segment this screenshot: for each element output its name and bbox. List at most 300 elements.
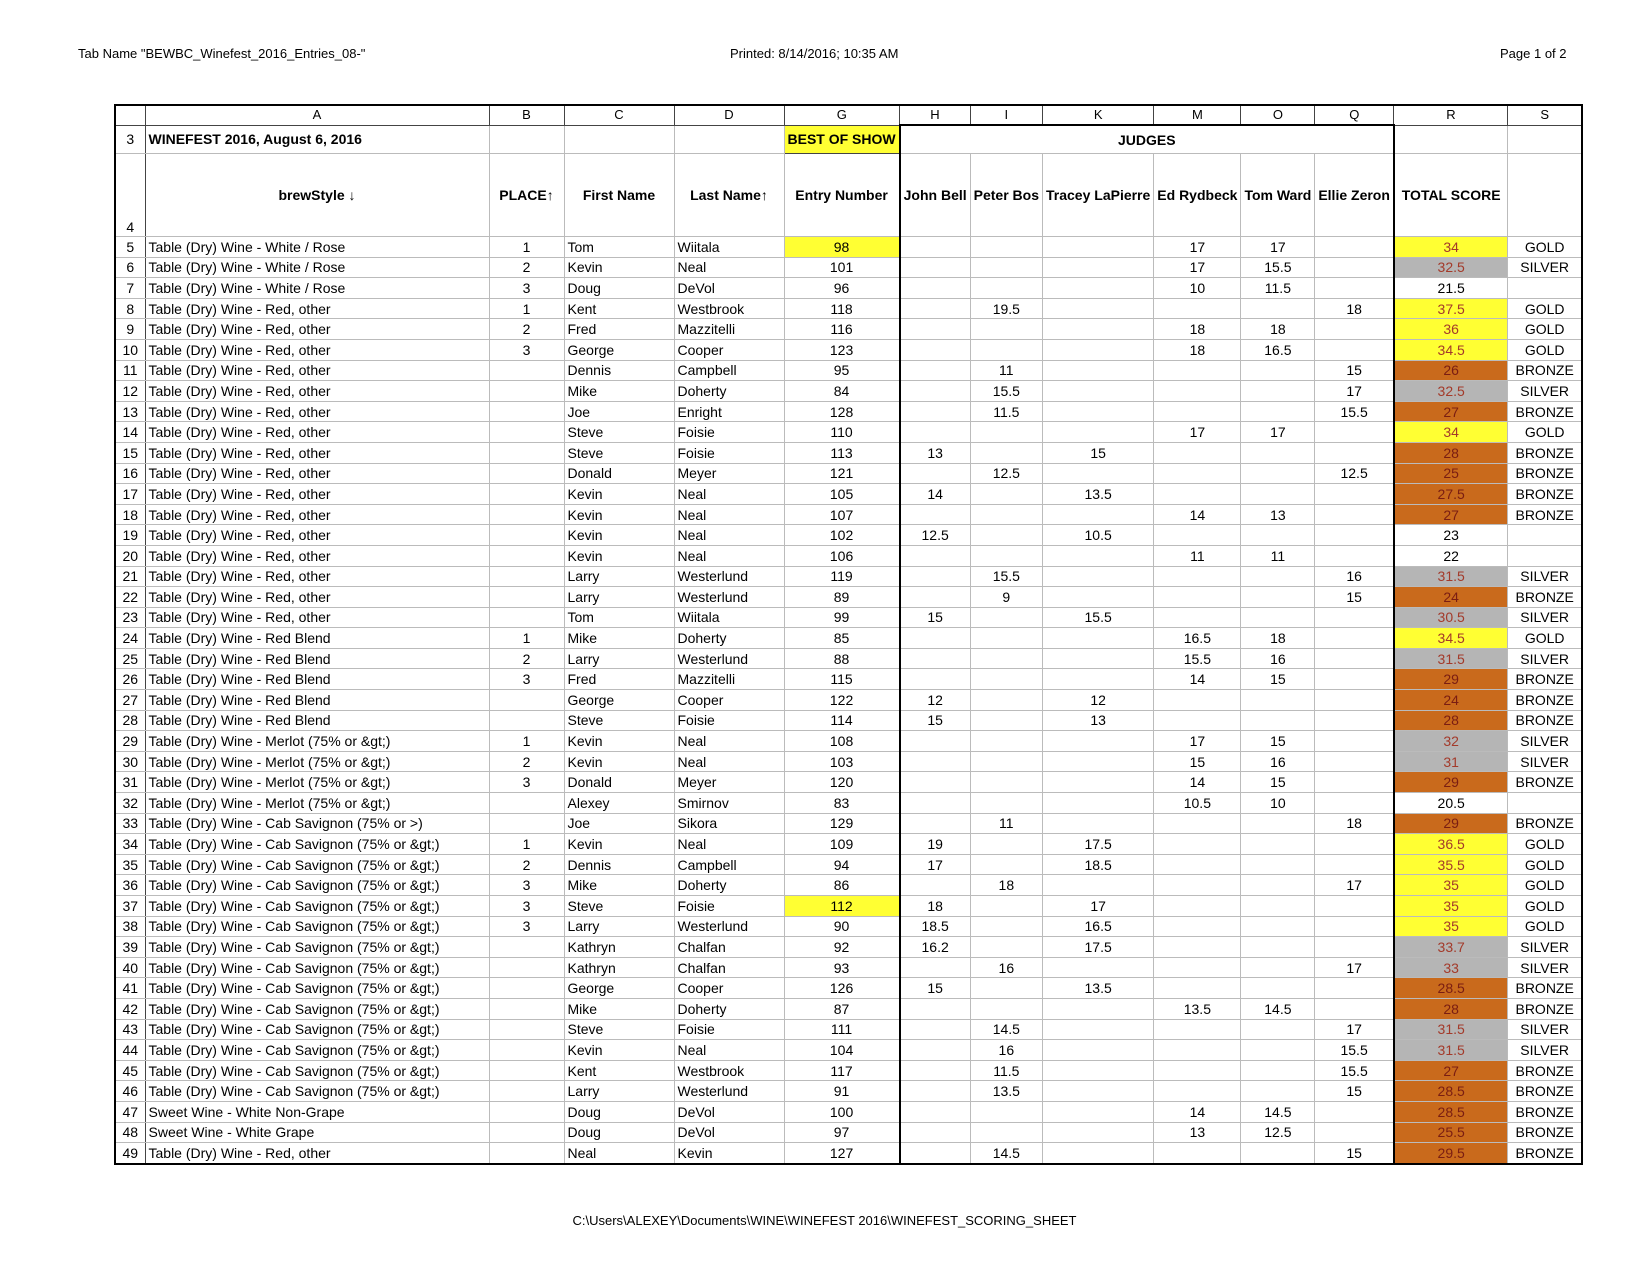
brew-style-cell: Table (Dry) Wine - Cab Savignon (75% or >) <box>145 813 489 834</box>
judge-score-cell <box>1315 793 1394 814</box>
judge-score-cell <box>900 628 971 649</box>
entry-number-cell: 122 <box>784 690 900 711</box>
last-name-cell: Cooper <box>674 978 784 999</box>
entry-number-cell: 128 <box>784 401 900 422</box>
judge-score-cell <box>970 690 1042 711</box>
first-name-cell: Tom <box>564 237 674 258</box>
judge-score-cell <box>1241 607 1315 628</box>
judge-score-cell <box>1241 834 1315 855</box>
brew-style-cell: Table (Dry) Wine - Cab Savignon (75% or &gt;) <box>145 896 489 917</box>
table-row <box>115 504 1582 525</box>
judge-score-cell <box>1043 545 1154 566</box>
brew-style-cell: Table (Dry) Wine - White / Rose <box>145 257 489 278</box>
judge-score-cell: 15 <box>1315 1081 1394 1102</box>
row-number: 44 <box>115 1040 145 1061</box>
file-path-footer: C:\Users\ALEXEY\Documents\WINE\WINEFEST 2016\WINEFEST_SCORING_SHEET <box>572 1213 1077 1228</box>
judge-score-cell <box>1315 1122 1394 1143</box>
brew-style-cell: Table (Dry) Wine - Red, other <box>145 484 489 505</box>
judge-score-cell <box>900 463 971 484</box>
medal-cell: GOLD <box>1508 237 1582 258</box>
table-row <box>115 339 1582 360</box>
judge-score-cell: 17 <box>1315 875 1394 896</box>
judge-score-cell <box>1043 278 1154 299</box>
judge-score-cell <box>1241 1040 1315 1061</box>
judge-score-cell: 16.5 <box>1241 339 1315 360</box>
judge-score-cell <box>1154 690 1241 711</box>
entry-number-cell: 108 <box>784 731 900 752</box>
judge-score-cell: 14.5 <box>1241 1101 1315 1122</box>
col-letter-i: I <box>970 105 1042 125</box>
col-letter-q: Q <box>1315 105 1394 125</box>
judge-score-cell: 14 <box>1154 1101 1241 1122</box>
first-name-cell: Mike <box>564 875 674 896</box>
place-cell: 3 <box>489 669 564 690</box>
medal-cell: BRONZE <box>1508 1060 1582 1081</box>
judge-score-cell <box>1315 504 1394 525</box>
judge-score-cell: 18 <box>1241 628 1315 649</box>
place-cell <box>489 690 564 711</box>
judge-score-cell: 19 <box>900 834 971 855</box>
medal-cell: GOLD <box>1508 834 1582 855</box>
col-letter-b: B <box>489 105 564 125</box>
judge-score-cell: 12.5 <box>1315 463 1394 484</box>
judge-score-cell <box>1154 381 1241 402</box>
judge-score-cell <box>1241 442 1315 463</box>
judge-score-cell: 17 <box>1315 381 1394 402</box>
row-number: 12 <box>115 381 145 402</box>
last-name-cell: Neal <box>674 731 784 752</box>
table-row <box>115 422 1582 443</box>
row-number: 35 <box>115 854 145 875</box>
place-cell <box>489 463 564 484</box>
place-cell <box>489 566 564 587</box>
entry-number-cell: 84 <box>784 381 900 402</box>
table-row <box>115 442 1582 463</box>
medal-cell: GOLD <box>1508 854 1582 875</box>
judge-score-cell <box>970 648 1042 669</box>
judge-score-cell: 10.5 <box>1043 525 1154 546</box>
judge-score-cell <box>1315 710 1394 731</box>
judge-score-cell <box>900 772 971 793</box>
judge-score-cell: 14 <box>1154 504 1241 525</box>
judge-score-cell: 15 <box>1154 751 1241 772</box>
judge-score-cell <box>970 710 1042 731</box>
place-cell: 3 <box>489 916 564 937</box>
medal-cell: BRONZE <box>1508 772 1582 793</box>
judge-score-cell <box>970 937 1042 958</box>
place-cell <box>489 587 564 608</box>
medal-cell: SILVER <box>1508 937 1582 958</box>
medal-cell: SILVER <box>1508 751 1582 772</box>
brew-style-cell: Table (Dry) Wine - Red, other <box>145 339 489 360</box>
table-row <box>115 875 1582 896</box>
place-cell: 1 <box>489 834 564 855</box>
total-score-cell: 31 <box>1394 751 1508 772</box>
row-number: 37 <box>115 896 145 917</box>
table-row <box>115 916 1582 937</box>
last-name-cell: DeVol <box>674 278 784 299</box>
judge-score-cell: 18 <box>1154 339 1241 360</box>
judge-score-cell: 17 <box>1154 422 1241 443</box>
table-row <box>115 587 1582 608</box>
scoring-sheet-table <box>114 104 1583 1165</box>
first-name-cell: Alexey <box>564 793 674 814</box>
brew-style-cell: Table (Dry) Wine - Red, other <box>145 401 489 422</box>
brew-style-cell: Table (Dry) Wine - Cab Savignon (75% or &gt;) <box>145 937 489 958</box>
entry-number-cell: 101 <box>784 257 900 278</box>
entry-number-cell: 91 <box>784 1081 900 1102</box>
medal-cell: GOLD <box>1508 298 1582 319</box>
medal-cell: GOLD <box>1508 916 1582 937</box>
place-cell: 3 <box>489 875 564 896</box>
judge-score-cell <box>1315 319 1394 340</box>
total-score-cell: 30.5 <box>1394 607 1508 628</box>
brew-style-cell: Table (Dry) Wine - Cab Savignon (75% or &gt;) <box>145 957 489 978</box>
entry-number-cell: 113 <box>784 442 900 463</box>
table-row <box>115 1101 1582 1122</box>
judge-score-cell <box>1315 772 1394 793</box>
place-cell <box>489 484 564 505</box>
judge-score-cell <box>1315 442 1394 463</box>
medal-cell: BRONZE <box>1508 360 1582 381</box>
judge-score-cell <box>1154 854 1241 875</box>
place-cell: 2 <box>489 257 564 278</box>
judge-score-cell <box>900 360 971 381</box>
last-name-cell: Neal <box>674 484 784 505</box>
col-letter-s: S <box>1508 105 1582 125</box>
judge-score-cell <box>1043 669 1154 690</box>
judge-score-cell: 12.5 <box>1241 1122 1315 1143</box>
judge-score-cell: 15.5 <box>1315 401 1394 422</box>
judge-score-cell <box>1241 957 1315 978</box>
printed-timestamp: Printed: 8/14/2016; 10:35 AM <box>730 46 899 61</box>
table-row <box>115 545 1582 566</box>
judge-score-cell: 17 <box>1241 237 1315 258</box>
entry-number-header: Entry Number <box>784 154 900 237</box>
total-score-cell: 34.5 <box>1394 339 1508 360</box>
judge-score-cell <box>1241 463 1315 484</box>
table-row <box>115 1122 1582 1143</box>
brew-style-cell: Table (Dry) Wine - Red, other <box>145 545 489 566</box>
first-name-cell: Dennis <box>564 360 674 381</box>
col-letter-m: M <box>1154 105 1241 125</box>
first-name-cell: George <box>564 978 674 999</box>
judge-score-cell: 16 <box>1241 751 1315 772</box>
judge-score-cell <box>970 978 1042 999</box>
judge-score-cell <box>1315 422 1394 443</box>
total-score-cell: 34 <box>1394 422 1508 443</box>
judge-score-cell <box>1241 1081 1315 1102</box>
first-name-cell: Kevin <box>564 504 674 525</box>
table-row <box>115 484 1582 505</box>
judge-score-cell <box>1241 1143 1315 1164</box>
table-row <box>115 298 1582 319</box>
table-row <box>115 319 1582 340</box>
judge-score-cell: 18 <box>970 875 1042 896</box>
row-number: 20 <box>115 545 145 566</box>
last-name-cell: Doherty <box>674 998 784 1019</box>
entry-number-cell: 83 <box>784 793 900 814</box>
judge-score-cell <box>970 442 1042 463</box>
judge-score-cell <box>1315 896 1394 917</box>
judge-score-cell <box>1315 854 1394 875</box>
last-name-cell: Doherty <box>674 381 784 402</box>
column-letter-row <box>115 105 1582 125</box>
total-score-cell: 20.5 <box>1394 793 1508 814</box>
total-score-cell: 24 <box>1394 587 1508 608</box>
judge-score-cell <box>1241 978 1315 999</box>
col-letter-k: K <box>1043 105 1154 125</box>
brew-style-cell: Table (Dry) Wine - Red, other <box>145 442 489 463</box>
judge-score-cell <box>900 545 971 566</box>
table-row <box>115 854 1582 875</box>
judge-score-cell <box>1241 360 1315 381</box>
brew-style-cell: Table (Dry) Wine - Cab Savignon (75% or &gt;) <box>145 1060 489 1081</box>
last-name-cell: Neal <box>674 257 784 278</box>
brew-style-cell: Table (Dry) Wine - Merlot (75% or &gt;) <box>145 731 489 752</box>
total-score-cell: 28 <box>1394 998 1508 1019</box>
last-name-cell: Campbell <box>674 854 784 875</box>
brew-style-cell: Table (Dry) Wine - Cab Savignon (75% or &gt;) <box>145 854 489 875</box>
place-cell <box>489 381 564 402</box>
medal-cell: SILVER <box>1508 381 1582 402</box>
judge-score-cell: 14 <box>1154 772 1241 793</box>
judge-score-cell <box>1241 525 1315 546</box>
col-letter-h: H <box>900 105 971 125</box>
total-score-cell: 28.5 <box>1394 1081 1508 1102</box>
entry-number-cell: 90 <box>784 916 900 937</box>
judge-score-cell <box>900 1122 971 1143</box>
first-name-cell: Mike <box>564 381 674 402</box>
total-score-header: TOTAL SCORE <box>1394 154 1508 237</box>
brew-style-cell: Table (Dry) Wine - Cab Savignon (75% or &gt;) <box>145 1040 489 1061</box>
total-score-cell: 28.5 <box>1394 1101 1508 1122</box>
judge-score-cell <box>1154 484 1241 505</box>
judge-score-cell <box>1043 1060 1154 1081</box>
judge-score-cell <box>900 998 971 1019</box>
judge-score-cell <box>970 257 1042 278</box>
entry-number-cell: 119 <box>784 566 900 587</box>
table-row <box>115 401 1582 422</box>
last-name-cell: Chalfan <box>674 937 784 958</box>
table-row <box>115 648 1582 669</box>
judge-score-cell <box>1241 710 1315 731</box>
table-row <box>115 1040 1582 1061</box>
judge-score-cell <box>1043 813 1154 834</box>
judge-score-cell <box>900 566 971 587</box>
judge-score-cell <box>1315 937 1394 958</box>
judge-score-cell: 15 <box>1043 442 1154 463</box>
table-row <box>115 525 1582 546</box>
entry-number-cell: 129 <box>784 813 900 834</box>
medal-cell: BRONZE <box>1508 587 1582 608</box>
judge-score-cell: 15.5 <box>970 381 1042 402</box>
best-of-show-label: BEST OF SHOW <box>784 125 900 154</box>
judge-score-cell <box>900 339 971 360</box>
judge-score-cell: 18 <box>1241 319 1315 340</box>
judge-score-cell: 18 <box>900 896 971 917</box>
row-number: 16 <box>115 463 145 484</box>
last-name-cell: Foisie <box>674 1019 784 1040</box>
table-row <box>115 278 1582 299</box>
table-row <box>115 834 1582 855</box>
judge-score-cell <box>970 422 1042 443</box>
table-row <box>115 813 1582 834</box>
judge-score-cell: 10.5 <box>1154 793 1241 814</box>
judge-score-cell <box>1154 1143 1241 1164</box>
judge-score-cell <box>1154 1060 1241 1081</box>
brew-style-cell: Table (Dry) Wine - Cab Savignon (75% or &gt;) <box>145 875 489 896</box>
total-score-cell: 25 <box>1394 463 1508 484</box>
judge-score-cell <box>1241 587 1315 608</box>
medal-cell: GOLD <box>1508 875 1582 896</box>
table-row <box>115 257 1582 278</box>
entry-number-cell: 116 <box>784 319 900 340</box>
judge-score-cell: 13 <box>900 442 971 463</box>
brew-style-cell: Table (Dry) Wine - Red Blend <box>145 690 489 711</box>
first-name-cell: Mike <box>564 998 674 1019</box>
entry-number-cell: 118 <box>784 298 900 319</box>
total-score-cell: 28.5 <box>1394 978 1508 999</box>
row-number: 39 <box>115 937 145 958</box>
total-score-cell: 29 <box>1394 669 1508 690</box>
medal-cell: SILVER <box>1508 957 1582 978</box>
table-row <box>115 793 1582 814</box>
first-name-cell: Steve <box>564 896 674 917</box>
judge-score-cell <box>1043 587 1154 608</box>
table-row <box>115 710 1582 731</box>
judge-score-cell <box>900 731 971 752</box>
row-number: 41 <box>115 978 145 999</box>
judge-score-cell: 11.5 <box>1241 278 1315 299</box>
judge-score-cell <box>970 1122 1042 1143</box>
judge-score-cell: 15 <box>900 978 971 999</box>
judge-score-cell <box>970 896 1042 917</box>
judge-score-cell <box>1241 298 1315 319</box>
judge-score-cell: 16.2 <box>900 937 971 958</box>
judge-score-cell <box>1241 566 1315 587</box>
row-number: 29 <box>115 731 145 752</box>
judge-score-cell <box>1315 690 1394 711</box>
first-name-cell: Tom <box>564 607 674 628</box>
last-name-cell: DeVol <box>674 1101 784 1122</box>
entry-number-cell: 103 <box>784 751 900 772</box>
medal-cell <box>1508 525 1582 546</box>
row-number: 33 <box>115 813 145 834</box>
brew-style-cell: Table (Dry) Wine - Red, other <box>145 504 489 525</box>
judge-score-cell <box>1043 298 1154 319</box>
last-name-cell: Foisie <box>674 442 784 463</box>
first-name-cell: Neal <box>564 1143 674 1164</box>
judge-score-cell <box>1043 875 1154 896</box>
table-row <box>115 1060 1582 1081</box>
first-name-cell: Doug <box>564 278 674 299</box>
entry-number-cell: 127 <box>784 1143 900 1164</box>
judge-score-cell: 17.5 <box>1043 834 1154 855</box>
table-row <box>115 751 1582 772</box>
entry-number-cell: 121 <box>784 463 900 484</box>
entry-number-cell: 110 <box>784 422 900 443</box>
judge-score-cell <box>1315 731 1394 752</box>
judge-score-cell <box>970 998 1042 1019</box>
judge-score-cell <box>1043 1143 1154 1164</box>
place-cell <box>489 442 564 463</box>
corner-cell <box>115 105 145 125</box>
judge-score-cell: 11 <box>970 360 1042 381</box>
first-name-cell: Larry <box>564 587 674 608</box>
first-name-cell: Kevin <box>564 834 674 855</box>
table-row <box>115 1081 1582 1102</box>
row-number: 31 <box>115 772 145 793</box>
judge-score-cell <box>900 1040 971 1061</box>
judge-score-cell: 11 <box>1154 545 1241 566</box>
brew-style-cell: Table (Dry) Wine - Red, other <box>145 1143 489 1164</box>
brew-style-cell: Table (Dry) Wine - Red Blend <box>145 628 489 649</box>
row-number: 40 <box>115 957 145 978</box>
judge-score-cell <box>1154 566 1241 587</box>
judge-score-cell: 15.5 <box>1241 257 1315 278</box>
judge-score-cell <box>900 669 971 690</box>
judge-score-cell <box>1154 978 1241 999</box>
judge-score-cell <box>1241 937 1315 958</box>
row-number: 42 <box>115 998 145 1019</box>
judge-score-cell <box>1241 916 1315 937</box>
medal-cell: BRONZE <box>1508 710 1582 731</box>
judge-score-cell <box>1315 607 1394 628</box>
first-name-cell: Dennis <box>564 854 674 875</box>
judge-score-cell <box>1315 484 1394 505</box>
entry-number-cell: 100 <box>784 1101 900 1122</box>
judge-score-cell: 16.5 <box>1154 628 1241 649</box>
judge-score-cell <box>970 834 1042 855</box>
judge-score-cell <box>1154 607 1241 628</box>
row-number: 32 <box>115 793 145 814</box>
first-name-cell: Kevin <box>564 525 674 546</box>
last-name-cell: Mazzitelli <box>674 669 784 690</box>
row-number: 5 <box>115 237 145 258</box>
last-name-cell: Westerlund <box>674 566 784 587</box>
judge-score-cell: 15 <box>900 607 971 628</box>
table-row <box>115 937 1582 958</box>
first-name-cell: Doug <box>564 1122 674 1143</box>
place-cell <box>489 957 564 978</box>
judge-score-cell: 16.5 <box>1043 916 1154 937</box>
total-score-cell: 33 <box>1394 957 1508 978</box>
total-score-cell: 27.5 <box>1394 484 1508 505</box>
judge-score-cell <box>1043 1019 1154 1040</box>
judges-label: JUDGES <box>900 125 1394 154</box>
last-name-header: Last Name↑ <box>674 154 784 237</box>
judge-score-cell <box>1154 957 1241 978</box>
row-number: 26 <box>115 669 145 690</box>
judge-score-cell <box>1154 360 1241 381</box>
judge-score-cell <box>970 278 1042 299</box>
entry-number-cell: 107 <box>784 504 900 525</box>
entry-number-cell: 88 <box>784 648 900 669</box>
place-cell <box>489 360 564 381</box>
judge-score-cell <box>1315 669 1394 690</box>
last-name-cell: Mazzitelli <box>674 319 784 340</box>
total-score-cell: 34.5 <box>1394 628 1508 649</box>
entry-number-cell: 109 <box>784 834 900 855</box>
judge-score-cell: 13.5 <box>970 1081 1042 1102</box>
judge-score-cell: 14 <box>900 484 971 505</box>
total-score-cell: 27 <box>1394 401 1508 422</box>
brew-style-cell: Table (Dry) Wine - Cab Savignon (75% or &gt;) <box>145 998 489 1019</box>
brew-style-cell: Table (Dry) Wine - Red, other <box>145 381 489 402</box>
brew-style-cell: Table (Dry) Wine - Cab Savignon (75% or &gt;) <box>145 916 489 937</box>
judge-score-cell: 10 <box>1241 793 1315 814</box>
